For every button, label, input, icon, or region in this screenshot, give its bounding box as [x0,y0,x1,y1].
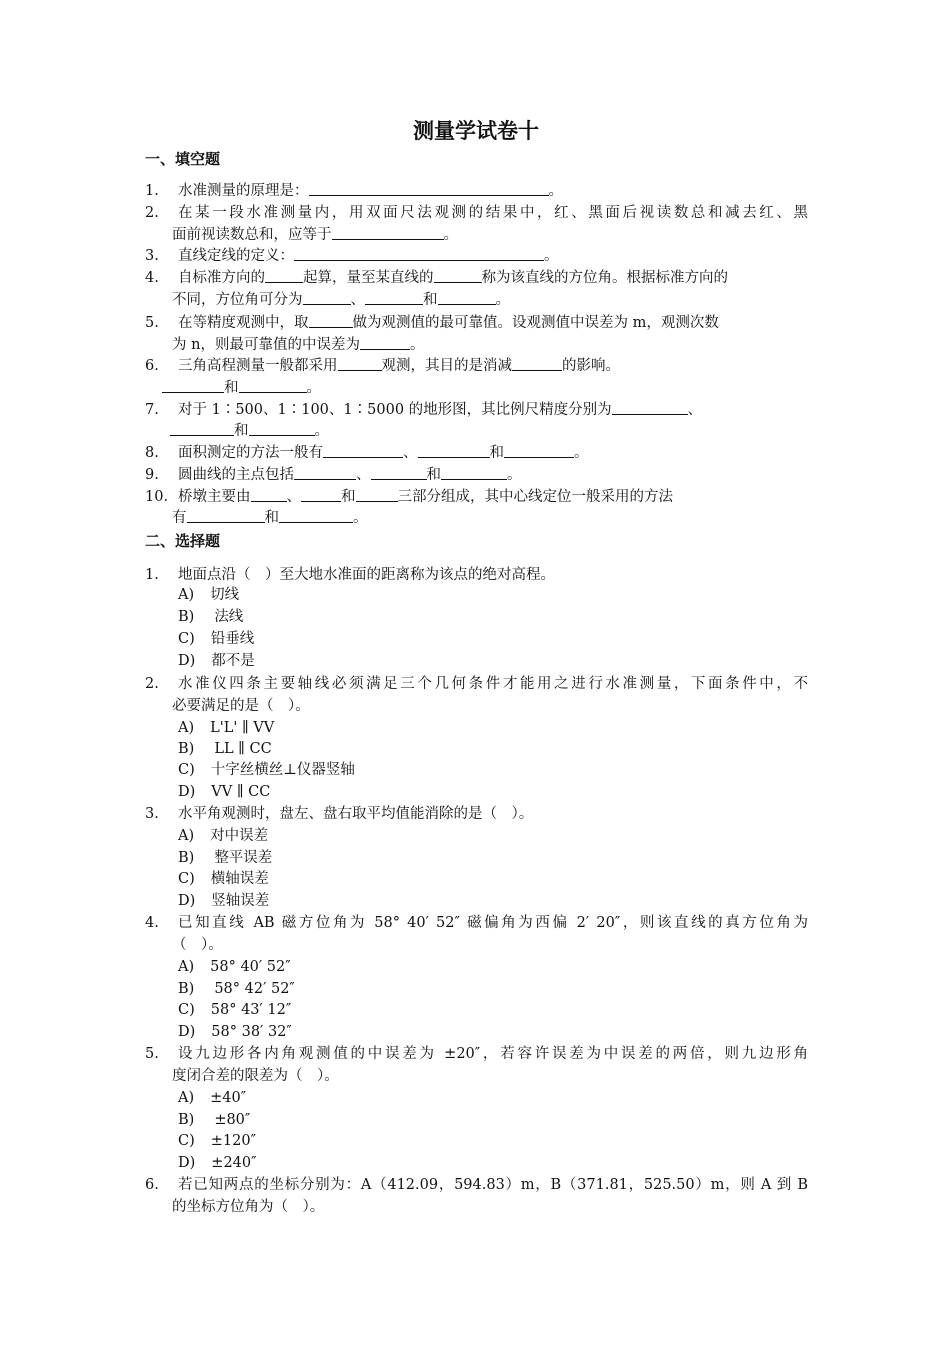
option-row[interactable]: A) 58° 40′ 52″ [178,959,291,975]
answer-blank[interactable] [504,443,574,458]
choice-question-5-line-1: 设九边形各内角观测值的中误差为 ±20″，若容许误差为中误差的两倍，则九边形角 [178,1046,808,1062]
fill-question-8: 面积测定的方法一般有 、 和 。 [178,445,589,461]
answer-blank[interactable] [251,487,287,502]
fill-question-10-line-2: 有 和 。 [172,510,368,526]
answer-blank[interactable] [187,508,265,523]
question-number: 2. [145,205,159,221]
answer-blank[interactable] [323,443,403,458]
answer-blank[interactable] [170,421,234,436]
option-row[interactable]: B) LL ∥ CC [178,741,272,757]
answer-blank[interactable] [360,335,410,350]
question-number: 4. [145,270,159,286]
option-row[interactable]: D) VV ∥ CC [178,784,271,800]
answer-blank[interactable] [309,313,353,328]
question-number: 7. [145,402,159,418]
page-title: 测量学试卷十 [413,119,539,143]
answer-blank[interactable] [162,378,224,393]
question-number: 1. [145,567,159,583]
fill-question-2-line-2: 面前视读数总和，应等于 。 [172,227,458,243]
option-row[interactable]: B) 法线 [178,609,244,625]
option-row[interactable]: C) 铅垂线 [178,631,255,647]
answer-blank[interactable] [438,290,496,305]
question-number: 4. [145,915,159,931]
answer-blank[interactable] [249,421,315,436]
option-row[interactable]: A) 切线 [178,587,240,603]
question-number: 5. [145,1046,159,1062]
answer-blank[interactable] [303,290,351,305]
fill-question-4-line-2: 不同，方位角可分为 、 和 。 [172,292,510,308]
answer-blank[interactable] [371,465,427,480]
question-number: 6. [145,358,159,374]
fill-question-10-line-1: 桥墩主要由 、 和 三部分组成，其中心线定位一般采用的方法 [178,489,673,505]
question-number: 3. [145,806,159,822]
answer-blank[interactable] [434,268,482,283]
answer-blank[interactable] [512,356,562,371]
option-row[interactable]: C) 58° 43′ 12″ [178,1002,292,1018]
choice-question-4-line-2: （ ）。 [172,937,223,953]
fill-question-9: 圆曲线的主点包括 、 和 。 [178,467,522,483]
option-row[interactable]: A) 对中误差 [178,828,269,844]
question-number: 5. [145,315,159,331]
fill-question-5-line-2: 为 n，则最可靠值的中误差为 。 [172,337,425,353]
answer-blank[interactable] [294,246,544,261]
choice-question-6-line-2: 的坐标方位角为（ ）。 [172,1199,325,1215]
fill-question-1: 水准测量的原理是： 。 [178,183,563,199]
option-row[interactable]: D) 都不是 [178,653,255,669]
answer-blank[interactable] [612,400,688,415]
answer-blank[interactable] [441,465,507,480]
answer-blank[interactable] [294,465,356,480]
option-row[interactable]: B) 整平误差 [178,850,273,866]
question-number: 9. [145,467,159,483]
section-heading-fill: 一、填空题 [145,150,221,168]
question-number: 8. [145,445,159,461]
choice-question-6-line-1: 若已知两点的坐标分别为：A（412.09，594.83）m，B（371.81，525.50）m，则 A 到 B [178,1177,808,1193]
choice-question-2-line-1: 水准仪四条主要轴线必须满足三个几何条件才能用之进行水准测量，下面条件中，不 [178,676,808,692]
answer-blank[interactable] [239,378,307,393]
answer-blank[interactable] [265,268,303,283]
answer-blank[interactable] [309,181,549,196]
option-row[interactable]: A) ±40″ [178,1090,247,1106]
fill-question-5-line-1: 在等精度观测中，取 做为观测值的最可靠值。设观测值中误差为 m，观测次数 [178,315,719,331]
answer-blank[interactable] [332,225,444,240]
option-row[interactable]: B) 58° 42′ 52″ [178,981,295,997]
fill-question-2-line-1: 在某一段水准测量内，用双面尺法观测的结果中，红、黑面后视读数总和减去红、黑 [178,205,808,221]
answer-blank[interactable] [356,487,398,502]
answer-blank[interactable] [365,290,423,305]
answer-blank[interactable] [338,356,382,371]
option-row[interactable]: B) ±80″ [178,1112,251,1128]
answer-blank[interactable] [301,487,341,502]
choice-question-2-line-2: 必要满足的是（ ）。 [172,698,310,714]
option-row[interactable]: A) L'L' ∥ VV [178,720,275,736]
question-number: 1. [145,183,159,199]
fill-question-6-line-1: 三角高程测量一般都采用 观测，其目的是消减 的影响。 [178,358,620,374]
option-row[interactable]: C) ±120″ [178,1133,257,1149]
section-heading-choice: 二、选择题 [145,532,221,550]
question-number: 6. [145,1177,159,1193]
choice-question-1: 地面点沿（ ）至大地水准面的距离称为该点的绝对高程。 [178,567,555,583]
choice-question-3: 水平角观测时，盘左、盘右取平均值能消除的是（ ）。 [178,806,534,822]
question-number: 3. [145,248,159,264]
choice-question-4-line-1: 已知直线 AB 磁方位角为 58° 40′ 52″ 磁偏角为西偏 2′ 20″，则该直线的真方位角为 [178,915,808,931]
fill-question-4-line-1: 自标准方向的 起算，量至某直线的 称为该直线的方位角。根据标准方向的 [178,270,728,286]
option-row[interactable]: D) 58° 38′ 32″ [178,1024,292,1040]
answer-blank[interactable] [418,443,490,458]
choice-question-5-line-2: 度闭合差的限差为（ ）。 [172,1068,339,1084]
fill-question-3: 直线定线的定义： 。 [178,248,559,264]
option-row[interactable]: D) 竖轴误差 [178,893,270,909]
option-row[interactable]: D) ±240″ [178,1155,257,1171]
fill-question-7-line-2: 和 。 [170,421,329,441]
option-row[interactable]: C) 横轴误差 [178,871,269,887]
option-row[interactable]: C) 十字丝横丝⊥仪器竖轴 [178,762,355,778]
fill-question-6-line-2: 和 。 [162,378,321,398]
answer-blank[interactable] [279,508,353,523]
question-number: 10. [145,489,169,505]
fill-question-7-line-1: 对于 1∶500、1∶100、1∶5000 的地形图，其比例尺精度分别为 、 [178,402,703,418]
question-number: 2. [145,676,159,692]
